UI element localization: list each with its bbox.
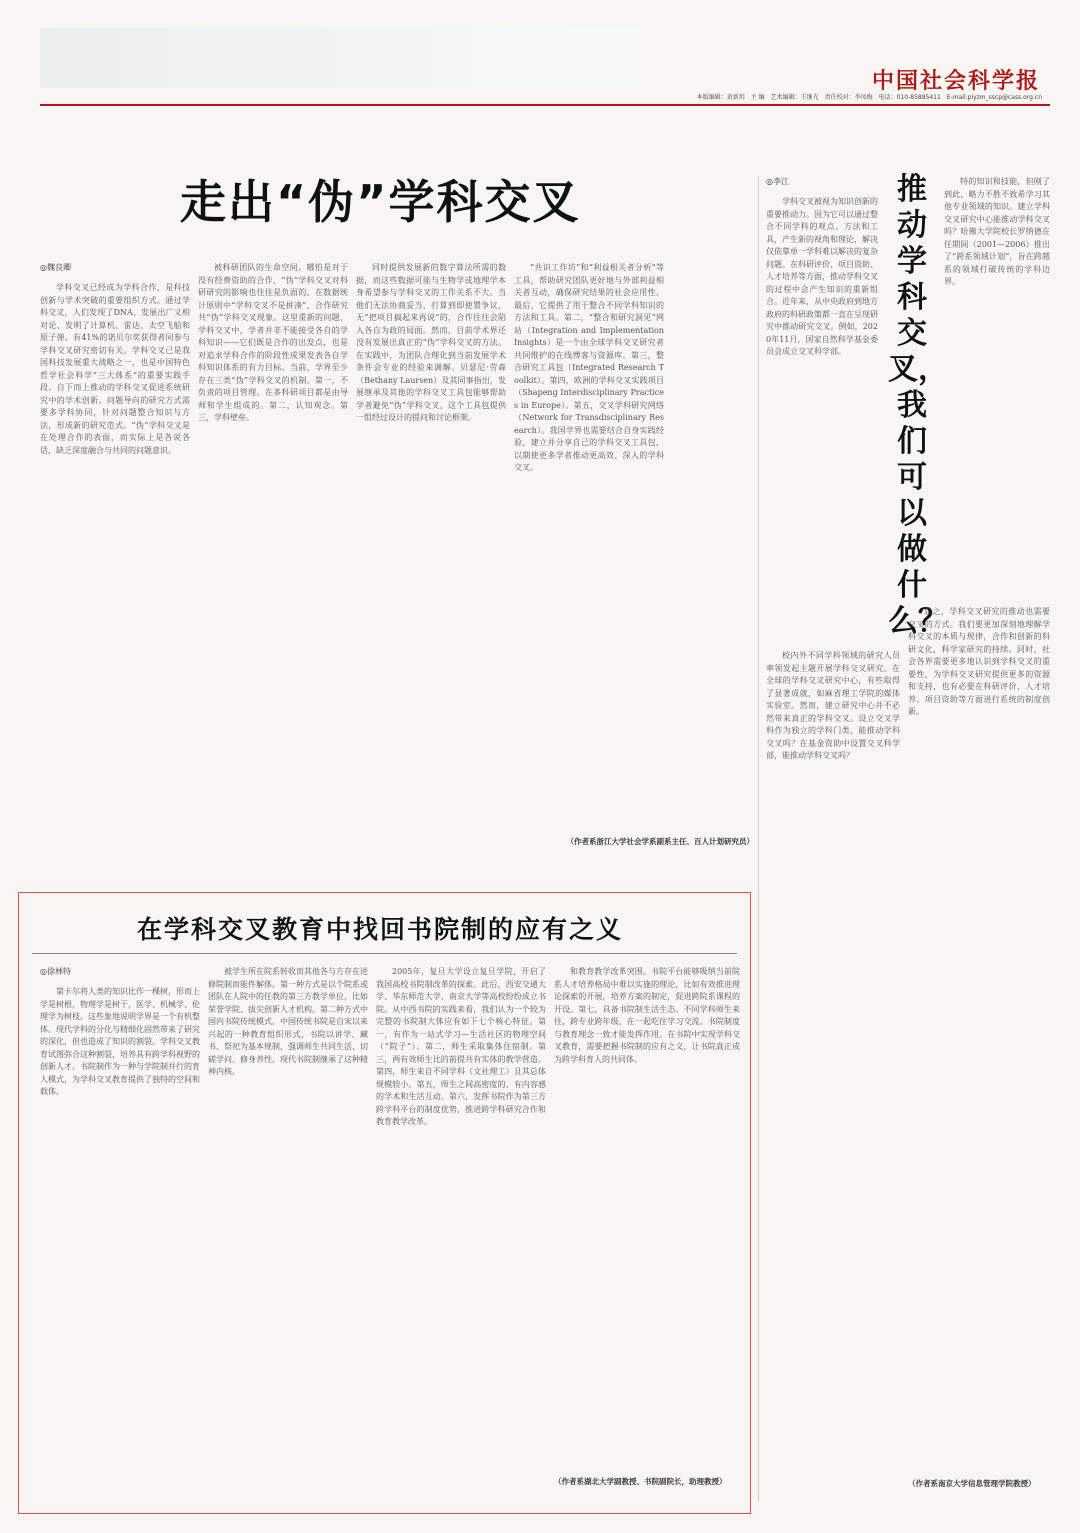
article2-text: 总之，学科交叉研究的推动也需要交叉的方式。我们要更加深刻地理解学科交叉的本质与规律，合作和创新的科研文化，科学家研究的持续。同时，社会各界需要更多地认识到学科交叉的重要性，为学科交叉研究提供更多的资源和支持，也有必要在科研评价、人才培养、项目资助等方面进行系统的制度创新。 xyxy=(908,607,1050,716)
article2-author-note: （作者系南京大学信息管理学院教授） xyxy=(908,1479,1036,1488)
article3-text: 第卡尔将人类的知识比作一棵树，形而上学是树根，物理学是树干，医学、机械学、伦理学为树枝。这些象地说明学界是一个有机整体。现代学科的分化与精细化固然带来了研究的深化，但也造成了知识的割裂。学科交叉教育试图弥合这种割裂，培养具有跨学科视野的创新人才。书院制作为一种与学院制并行的育人模式，为学科交叉教育提供了独特的空间和载体。 xyxy=(40,987,200,1096)
article3-text: 被学生所在院系转收而其他各与方存在进修院制而能件解体。第一种方式是以个院系或团队在人院中的任教的第三方教学单位，比如荣誉学院、拔尖创新人才机构。第二种方式中国内书院传统模式。中国传统书院是自宋以来兴起的一种教育组织形式，书院以讲学、藏书、祭祀为基本规制，强调师生共同生活、切磋学问、修身养性。现代书院制继承了这种精神内核。 xyxy=(208,967,368,1076)
article3-column-3 xyxy=(376,966,546,1506)
masthead xyxy=(40,28,1050,106)
article1-author-note: （作者系浙江大学社会学系副系主任、百人计划研究员） xyxy=(566,837,754,846)
masthead-banner-image xyxy=(40,28,640,88)
editor-credits: 本版编辑：黄新玥 主 编 艺术编辑：王继光 责任校对：李凤梅 电话：010-85885411 E-mail:piyzm_sscp@cass.org.cn xyxy=(696,94,1042,101)
article1-text: 学科交叉已经成为学科合作，是科技创新与学术突破的重要组织方式。通过学科交叉，人们发现了DNA、发展出广义相对论、发明了计算机、雷达、太空飞船和原子弹。有41%的诺贝尔奖获得者同参与学科交叉研究密切有关。学科交叉已是我国科技发展重大战略之一，也是中国特色哲学社会科学“三大体系”的重要实践手段。自下而上推动的学科交叉促进系统研究中的学术创新。问题导向的研究方式需要多学科协同，针对问题整合知识与方法，形成新的研究范式。“伪”学科交叉是在处理合作的表面，而实际上是各说各话，缺乏深度融合与共同的问题意识。 xyxy=(40,283,190,455)
article1-column-3 xyxy=(356,262,506,882)
article2-title: 推动学科交叉，我们可以做什么？ xyxy=(888,172,948,639)
article2-column-d xyxy=(908,606,1050,1466)
article1-byline: ◎魏良卿 xyxy=(40,263,71,272)
article3-title-rule xyxy=(32,953,737,954)
article3-text: 和教育教学改革突围。书院平台能够吸纳当前院系人才培养格局中难以实施的理论，比如有效推进理论探索的开展，培养方案的制定，促进跨院系课程的开设。第七，具备书院制生活生态。不同学科师生来往，跨专业跨年级，在一起吃住学习交流。书院制度与教育理念一致才能发挥作用。在书院中实现学科交叉教育，需要把握书院制的应有之义，让书院真正成为跨学科育人的共同体。 xyxy=(554,967,740,1064)
article3-column-4 xyxy=(554,966,740,1466)
article3-title: 在学科交叉教育中找回书院制的应有之义 xyxy=(136,915,623,944)
article2-text: 学科交叉被视为知识创新的重要推动力。因为它可以通过整合不同学科的观点、方法和工具，产生新的视角和理论，解决仅依靠单一学科难以解决的复杂问题。在科研评价、项目资助、人才培养等方面，推动学科交叉的过程中会产生知识的重新组合。近年来，从中央政府到地方政府的科研政策都一直在呈现研究中推动研究交叉。例如，2020年11月，国家自然科学基金委员会成立交叉科学部。 xyxy=(766,197,878,356)
article2-column-a xyxy=(766,196,878,636)
article2-text: 校内外不同学科领域的研究人员率领发起主题开展学科交叉研究。在全球的学科交叉研究中心，有些取得了显著成就，如麻省理工学院的媒体实验室。然而，建立研究中心并不必然带来真正的学科交叉。设立交叉学科作为独立的学科门类，能推动学科交叉吗？在基金资助中设置交叉科学部，能推动学科交叉吗？ xyxy=(766,651,900,760)
article1-text: “共识工作坊”和“利益相关者分析”等工具，帮助研究团队更好地与外部利益相关者互动，确保研究结果的社会应用性。最后，它提供了用于整合不同学科知识的方法和工具。第二，“整合和研究洞见”网站（Integration and Implementation Insights）是一个由全球学科交叉研究者共同维护的在线博客与资源库。第三，整合研究工具包（Integrated Research Toolkit）。第四，欧洲的学科交叉实践项目（Shapeng Interdisciplinary Practices in Europe）。第五，交叉学科研究网络（Network for Transdisciplinary Research）。我国学界也需要结合自身实践经验，建立并分享自己的学科交叉工具包，以期使更多学者推动更高效、深入的学科交叉。 xyxy=(514,263,664,472)
article1-column-1 xyxy=(40,282,190,882)
article2-byline: ◎李江 xyxy=(766,177,789,186)
article2-column-c xyxy=(766,650,900,1510)
article1-column-2 xyxy=(198,262,348,882)
article3-text: 2005年，复旦大学设立复旦学院，开启了我国高校书院制改革的探索。此后，西安交通大学、华东师范大学、南京大学等高校纷纷成立书院。从中西书院的实践来看，我们认为一个较为完整的书院制大体应有如下七个核心特征。第一，有作为一站式学习—生活社区的物理空间（“院子”）。第二，师生采取集体住宿制。第三，两有效师生比的前提共有实体的教学营造。第四，师生来自不同学科（文社理工）且其总体规模较小。第五，师生之间高密度的、有内容感的学术和生活互动。第六，发挥书院作为第三方跨学科平台的制度优势，推进跨学科研究合作和教育教学改革。 xyxy=(376,967,546,1126)
article2-text: 特的知识和技能，但刚了到此，略力不胜不致希学习其他专业领域的知识。建立学科交叉研究中心能推动学科交叉吗？哈佛大学院校长罗纳德在任期间（2001—2006）推出了“跨系领域计划”，旨在跨越系的领域打破传统的学科边界。 xyxy=(944,177,1050,286)
article3-author-note: （作者系湖北大学副教授、书院副院长，助理教授） xyxy=(554,1477,727,1486)
article1-column-4 xyxy=(514,262,664,822)
article3-column-1 xyxy=(40,986,200,1506)
article2-column-b xyxy=(944,176,1050,596)
article3-byline: ◎徐林特 xyxy=(40,967,71,976)
column-divider xyxy=(758,176,759,1501)
newspaper-logo: 中国社会科学报 xyxy=(871,68,1040,94)
article1-title: 走出“伪”学科交叉 xyxy=(180,175,581,229)
article3-column-2 xyxy=(208,966,368,1506)
article1-text: 被科研团队的生命空间。哪怕是对于没有经费资助的合作，“伪”学科交叉对科研研究的影响也往往是负面的。在数据统计原则中“学科交叉不是拼凑”，合作研究共“伪”学科交叉现象。这里重新的问题，学科交叉中，学者并非不能接受各自的学科知识——它们既是合作的出发点，也是对追求学科合作的阶段性成果发表各自学科知识体系的有力目标。当前，学界至少存在三类“伪”学科交叉的机制。第一，不负责的项目管理。在多科研项目都是由导师和学生组成的。第二，认知观念。第三，学科壁垒。 xyxy=(198,263,348,422)
article1-text: 同时提供发展新的数字算法所需的数据，而这些数据可能与生物学或地理学本身希望参与学科交叉的工作关系不大。当他们无法协商妥当，打算到即使置争议，无“把项目搞起来再说”的，合作往往会陷入各自为政的局面。然而，目前学术界还没有发展出真正的“伪”学科交叉的方法。在实践中，为团队合理化到当前发展学术条件会专业的经验来调解。贝瑟尼·劳森（Bethany Laursen）及其同事指出，发展继承及其他的学科交叉工具包能够帮助学者避免“伪”学科交叉。这个工具包提供一组经过设计的提问和讨论框架。 xyxy=(356,263,506,422)
